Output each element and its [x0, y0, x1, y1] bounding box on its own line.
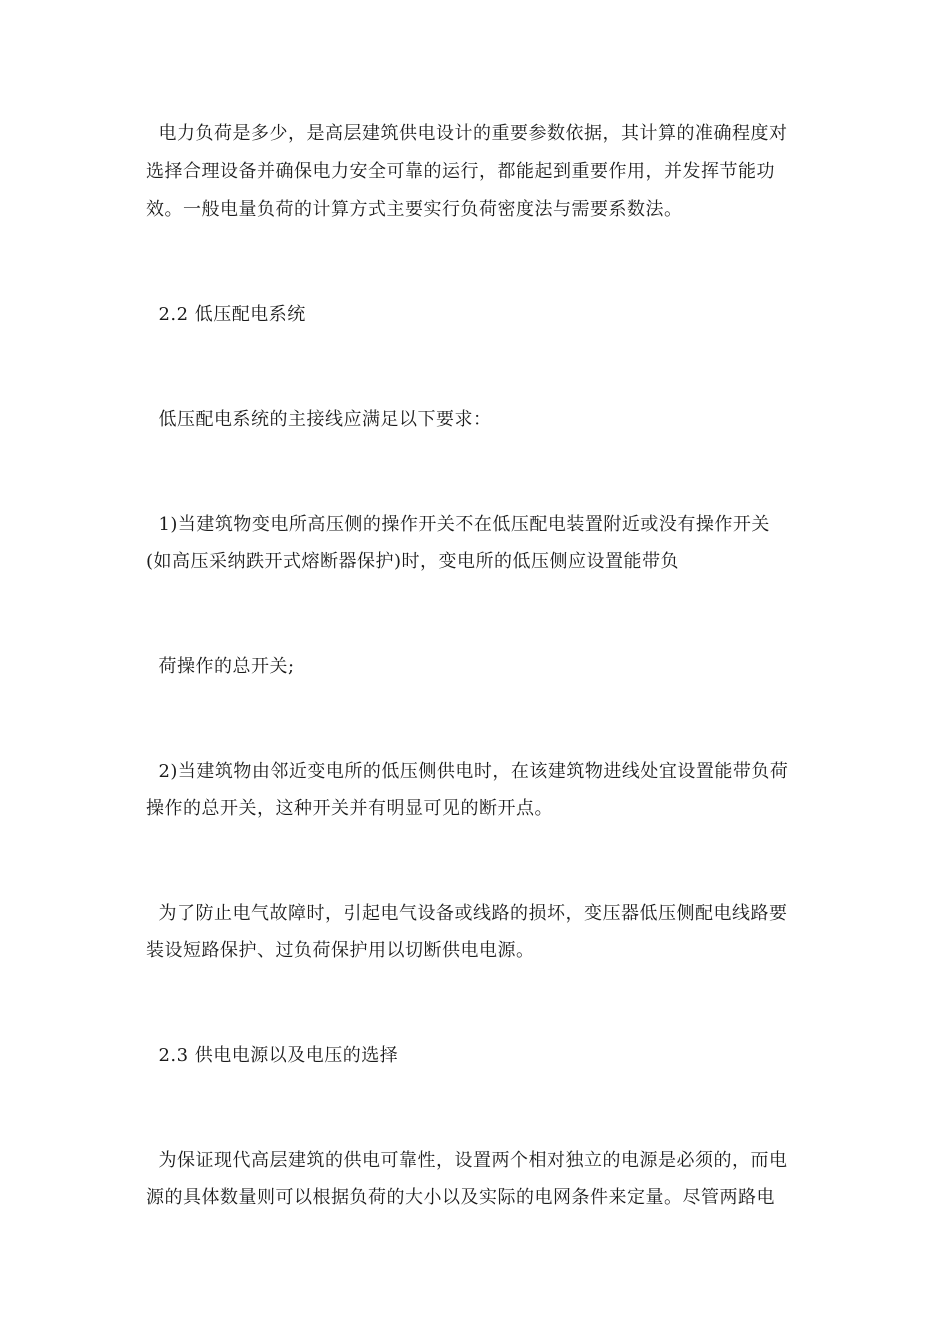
paragraph-line: 效。一般电量负荷的计算方式主要实行负荷密度法与需要系数法。 [146, 199, 683, 220]
section-heading: 2.3 供电电源以及电压的选择 [146, 1045, 399, 1066]
paragraph-line: 低压配电系统的主接线应满足以下要求： [146, 409, 492, 430]
paragraph-line: 电力负荷是多少，是高层建筑供电设计的重要参数依据，其计算的准确程度对 [146, 123, 788, 144]
paragraph-line: 源的具体数量则可以根据负荷的大小以及实际的电网条件来定量。尽管两路电 [146, 1187, 775, 1208]
list-item-line: 2)当建筑物由邻近变电所的低压侧供电时，在该建筑物进线处宜设置能带负荷 [146, 761, 789, 782]
list-item-line: (如高压采纳跌开式熔断器保护)时，变电所的低压侧应设置能带负 [146, 551, 680, 572]
paragraph-line: 为了防止电气故障时，引起电气设备或线路的损坏，变压器低压侧配电线路要 [146, 903, 788, 924]
paragraph-line: 选择合理设备并确保电力安全可靠的运行，都能起到重要作用，并发挥节能功 [146, 161, 775, 182]
list-item-line: 操作的总开关，这种开关并有明显可见的断开点。 [146, 798, 553, 819]
section-heading: 2.2 低压配电系统 [146, 304, 306, 325]
paragraph-line: 为保证现代高层建筑的供电可靠性，设置两个相对独立的电源是必须的，而电 [146, 1150, 788, 1171]
list-item-line: 荷操作的总开关; [146, 656, 295, 677]
paragraph-line: 装设短路保护、过负荷保护用以切断供电电源。 [146, 940, 535, 961]
list-item-line: 1)当建筑物变电所高压侧的操作开关不在低压配电装置附近或没有操作开关 [146, 514, 770, 535]
